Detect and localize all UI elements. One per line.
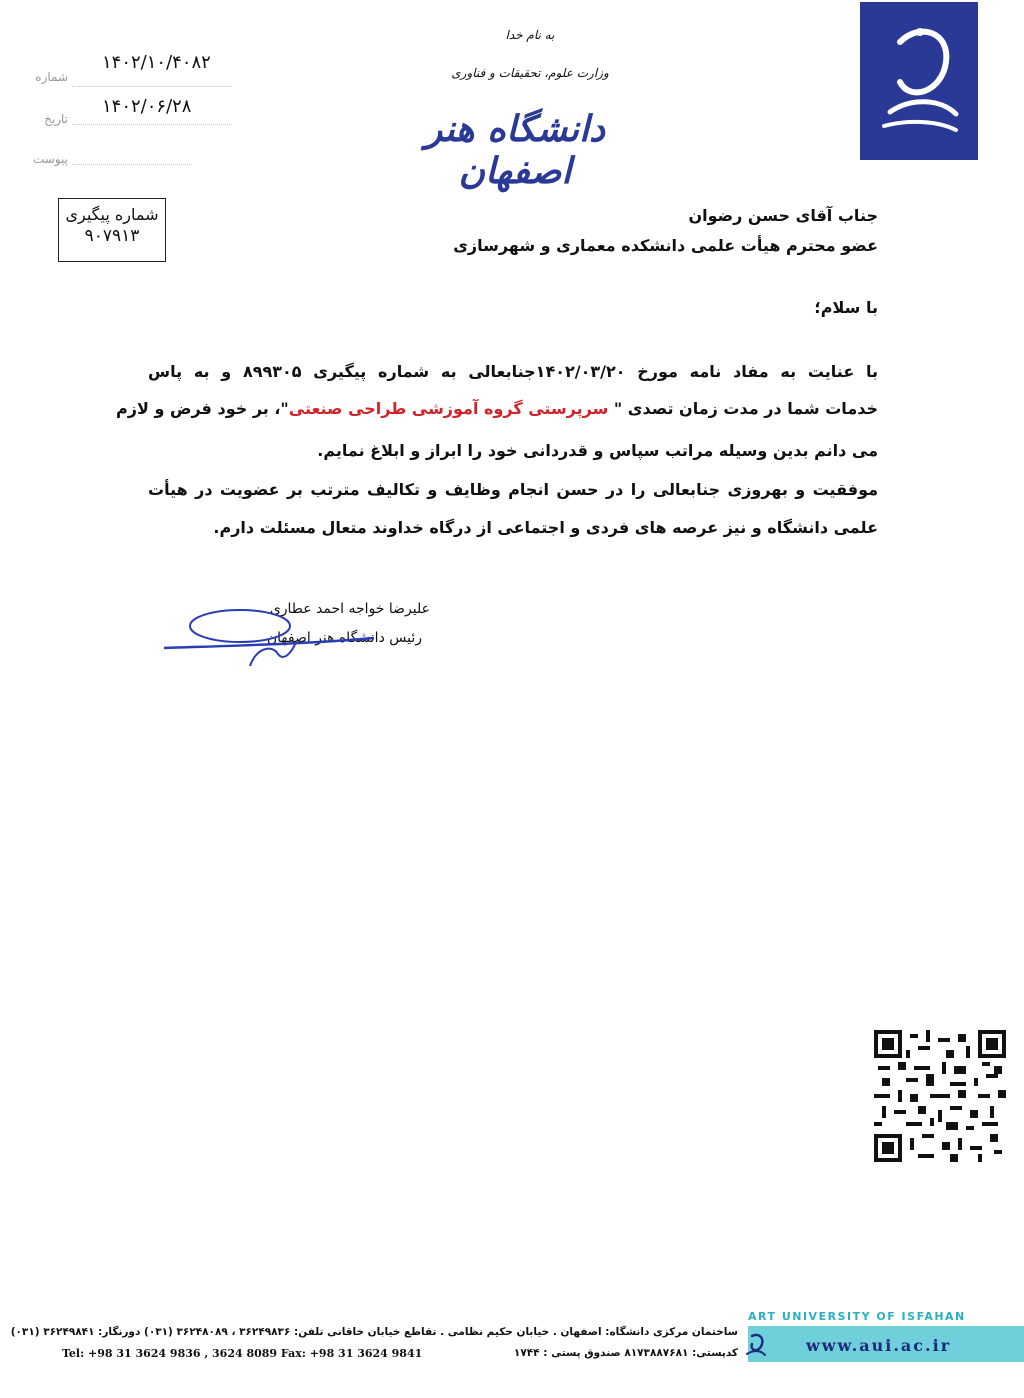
- tracking-label: شماره پیگیری: [65, 205, 159, 224]
- university-logo: [860, 2, 978, 160]
- letter-number: ۱۴۰۲/۱۰/۴۰۸۲: [102, 52, 211, 73]
- website-link[interactable]: www.aui.ac.ir: [806, 1336, 952, 1355]
- greeting: با سلام؛: [814, 298, 878, 317]
- recipient-position: عضو محترم هیأت علمی دانشکده معماری و شهرسازی: [453, 236, 878, 255]
- signatory-title: رئیس دانشگاه هنر اصفهان: [266, 630, 422, 646]
- body-line-2: [116, 399, 878, 419]
- body-line-3: می دانم بدین وسیله مراتب سپاس و قدردانی خود را ابراز و ابلاغ نمایم.: [317, 441, 878, 460]
- footer-address-line: ساختمان مرکزی دانشگاه: اصفهان . خیابان حکیم نظامی . تقاطع خیابان خاقانی تلفن: ۳۶۲۴۹۸۳۶ ، ۳۶۲۴۸۰۸۹ (۰۳۱) دورنگار: ۳۶۲۴۹۸۴۱ (۰۳۱): [10, 1326, 738, 1338]
- footer-phone-fax-en: Tel: +98 31 3624 9836 , 3624 8089 Fax: +98 31 3624 9841: [62, 1347, 423, 1360]
- date-label: تاریخ: [44, 112, 68, 126]
- ministry-name: وزارت علوم، تحقیقات و فناوری: [451, 66, 609, 80]
- body-line-2-start: خدمات شما در مدت زمان تصدی ": [613, 399, 878, 418]
- university-english-name: ART UNIVERSITY OF ISFAHAN: [748, 1310, 966, 1323]
- body-line-5: علمی دانشگاه و نیز عرصه های فردی و اجتماعی از درگاه خداوند متعال مسئلت دارم.: [213, 518, 878, 537]
- body-line-1: با عنایت به مفاد نامه مورخ ۱۴۰۲/۰۳/۲۰جنابعالی به شماره پیگیری ۸۹۹۳۰۵ و به پاس: [148, 362, 879, 381]
- qr-code: [874, 1030, 1006, 1162]
- date-line: [72, 124, 232, 125]
- recipient-name: جناب آقای حسن رضوان: [688, 206, 878, 225]
- number-line: [72, 86, 232, 87]
- letter-date: ۱۴۰۲/۰۶/۲۸: [102, 96, 192, 117]
- bismillah: به نام خدا: [505, 28, 555, 42]
- highlighted-group-name: سرپرستی گروه آموزشی طراحی صنعتی: [288, 399, 614, 418]
- tracking-number: ۹۰۷۹۱۳: [84, 226, 140, 246]
- attachment-line: [72, 164, 192, 165]
- number-label: شماره: [35, 70, 68, 84]
- handwritten-signature: [160, 596, 380, 676]
- attachment-label: پیوست: [33, 152, 68, 166]
- body-line-4: موفقیت و بهروزی جنابعالی را در حسن انجام وظایف و تکالیف مترتب بر عضویت در هیأت: [148, 480, 878, 499]
- footer-logo-icon: [744, 1330, 768, 1360]
- tracking-box: [58, 198, 166, 262]
- university-name: دانشگاه هنر اصفهان: [424, 108, 606, 192]
- body-line-2-end: "، بر خود فرض و لازم: [116, 399, 289, 418]
- signatory-name: علیرضا خواجه احمد عطاری: [269, 601, 430, 617]
- footer-postal-line: کدپستی: ۸۱۷۳۸۸۷۶۸۱ صندوق پستی : ۱۷۴۴: [513, 1347, 738, 1359]
